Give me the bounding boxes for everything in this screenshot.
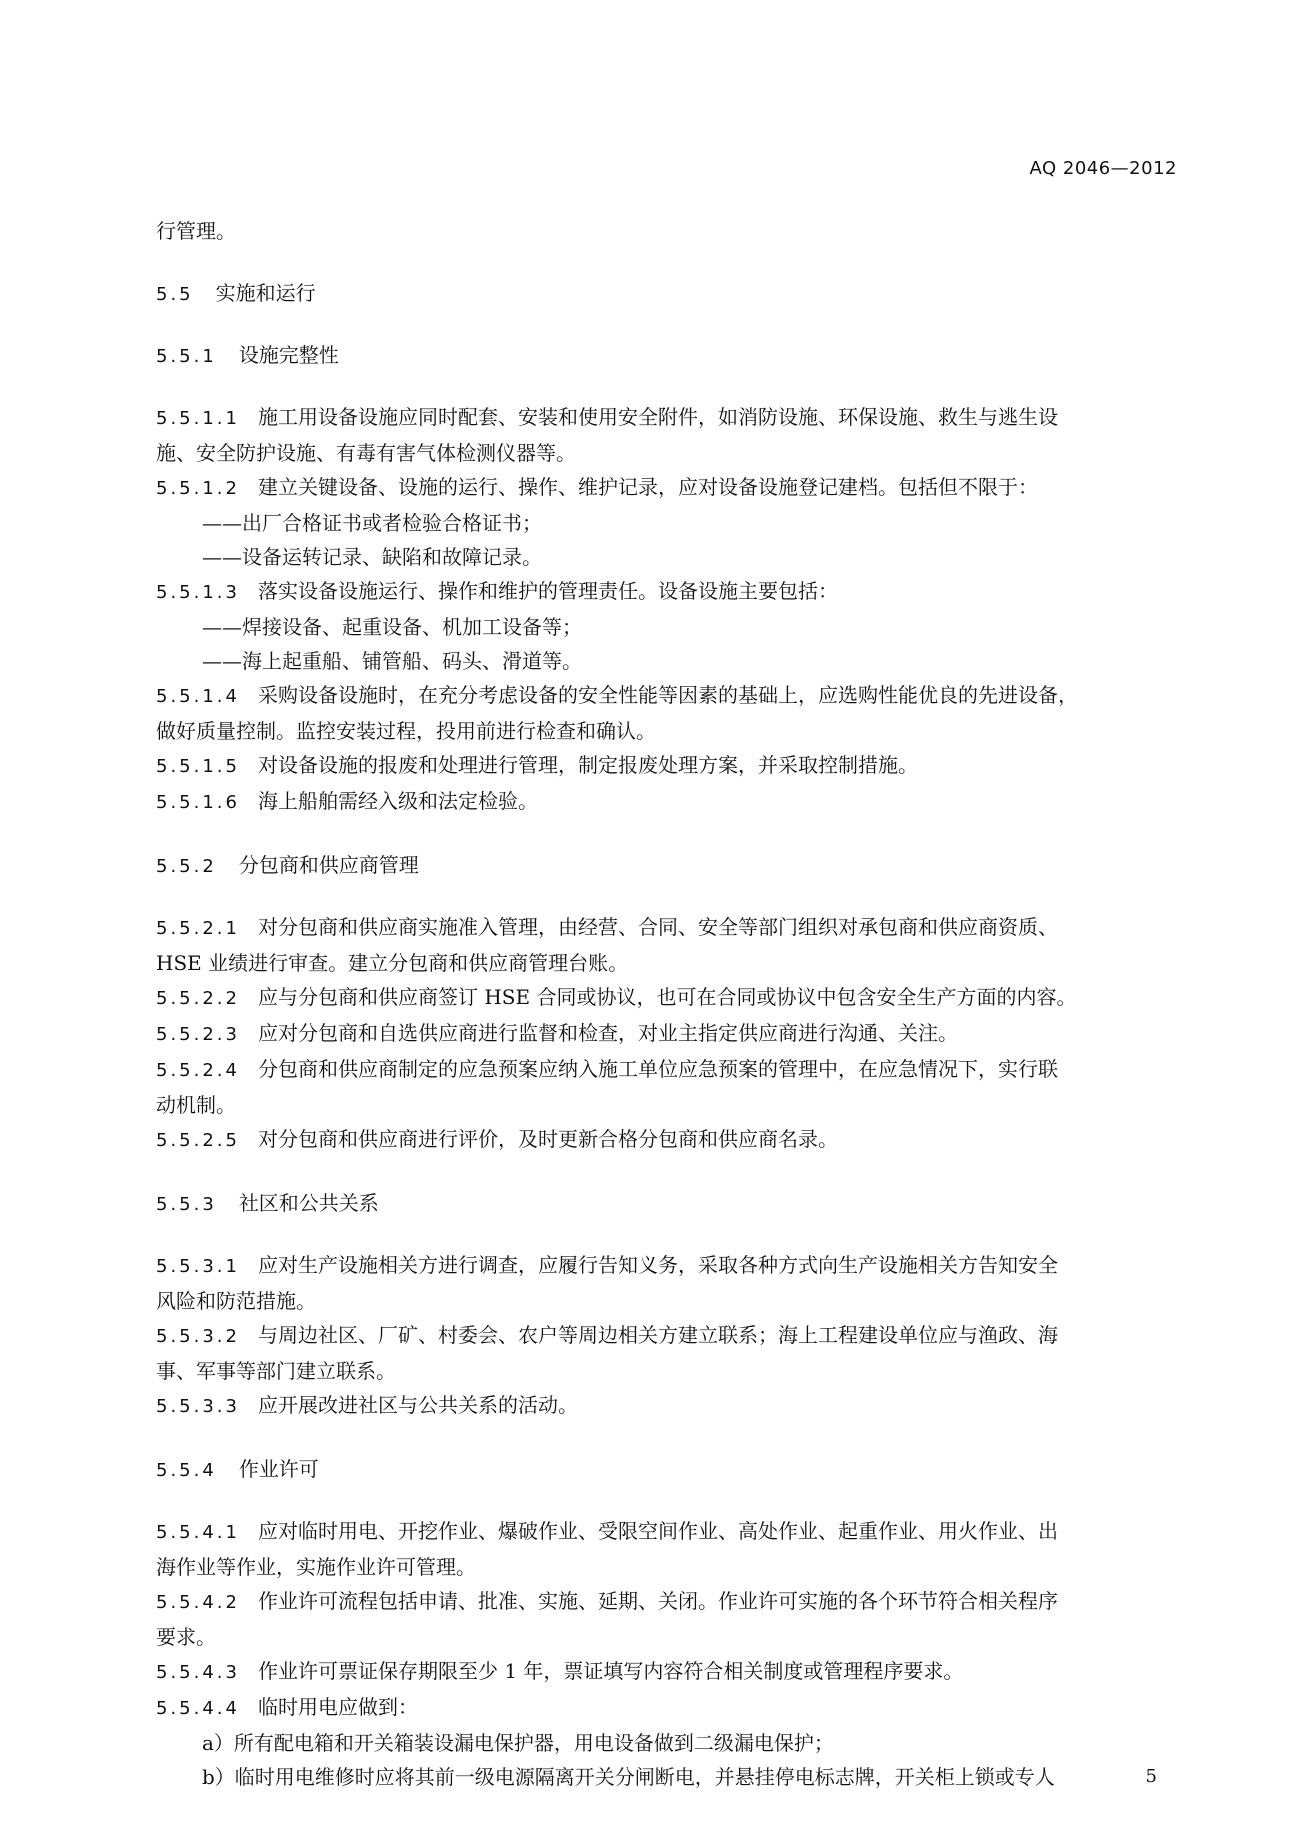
clause-text: 作业许可票证保存期限至少 1 年，票证填写内容符合相关制度或管理程序要求。	[257, 1659, 964, 1683]
clause-5-5-4-4	[156, 1690, 1166, 1794]
section-heading-5-5-2	[156, 848, 1166, 884]
clause-number: 5.5.3.3	[156, 1396, 240, 1417]
clause-5-5-2-5	[156, 1122, 1166, 1158]
section-title: 分包商和供应商管理	[238, 853, 419, 877]
clause-5-5-1-6	[156, 784, 1166, 820]
clause-text: 要求。	[156, 1625, 216, 1649]
clause-5-5-1-2	[156, 470, 1166, 574]
clause-5-5-2-1	[156, 910, 1166, 980]
clause-number: 5.5.1.6	[156, 792, 240, 813]
clause-text: 施、安全防护设施、有毒有害气体检测仪器等。	[156, 441, 576, 465]
section-heading-5-5-3	[156, 1186, 1166, 1222]
clause-number: 5.5.1.1	[156, 408, 240, 429]
section-number: 5.5.3	[156, 1194, 217, 1215]
clause-5-5-2-4	[156, 1052, 1166, 1122]
clause-text: 施工用设备设施应同时配套、安装和使用安全附件，如消防设施、环保设施、救生与逃生设	[257, 405, 1058, 429]
clause-text: 临时用电应做到：	[257, 1695, 418, 1719]
clause-number: 5.5.4.2	[156, 1592, 240, 1613]
clause-number: 5.5.2.3	[156, 1024, 240, 1045]
clause-text: 事、军事等部门建立联系。	[156, 1359, 396, 1383]
section-number: 5.5.2	[156, 856, 217, 877]
section-heading-5-5-4	[156, 1452, 1166, 1488]
clause-number: 5.5.1.2	[156, 478, 240, 499]
clause-5-5-4-1	[156, 1514, 1166, 1584]
section-number: 5.5	[156, 284, 194, 305]
dash-list-item: ——出厂合格证书或者检验合格证书；	[202, 511, 542, 535]
clause-text: 做好质量控制。监控安装过程，投用前进行检查和确认。	[156, 719, 656, 743]
clause-text: 对分包商和供应商实施准入管理，由经营、合同、安全等部门组织对承包商和供应商资质、	[257, 915, 1058, 939]
clause-text: 风险和防范措施。	[156, 1289, 316, 1313]
clause-number: 5.5.2.4	[156, 1060, 240, 1081]
clause-text: 应开展改进社区与公共关系的活动。	[257, 1393, 578, 1417]
sub-list-item: a）所有配电箱和开关箱装设漏电保护器，用电设备做到二级漏电保护；	[202, 1731, 834, 1755]
section-heading-5-5-1	[156, 338, 1166, 374]
dash-list-item: ——海上起重船、铺管船、码头、滑道等。	[202, 649, 582, 673]
dash-list-item: ——焊接设备、起重设备、机加工设备等；	[202, 615, 582, 639]
clause-text: 海作业等作业，实施作业许可管理。	[156, 1555, 476, 1579]
sub-list-item: b）临时用电维修时应将其前一级电源隔离开关分闸断电，并悬挂停电标志牌，开关柜上锁或专人	[202, 1765, 1055, 1789]
dash-list-item: ——设备运转记录、缺陷和故障记录。	[202, 545, 542, 569]
clause-text: 对分包商和供应商进行评价，及时更新合格分包商和供应商名录。	[257, 1127, 838, 1151]
clause-5-5-1-3	[156, 574, 1166, 678]
document-body	[156, 214, 1166, 1794]
clause-5-5-3-3	[156, 1388, 1166, 1424]
clause-text: 应对临时用电、开挖作业、爆破作业、受限空间作业、高处作业、起重作业、用火作业、出	[257, 1519, 1058, 1543]
clause-number: 5.5.1.4	[156, 686, 240, 707]
clause-5-5-1-4	[156, 678, 1166, 748]
clause-text: 与周边社区、厂矿、村委会、农户等周边相关方建立联系；海上工程建设单位应与渔政、海	[257, 1323, 1058, 1347]
clause-5-5-3-1	[156, 1248, 1166, 1318]
clause-number: 5.5.1.3	[156, 582, 240, 603]
clause-text: 建立关键设备、设施的运行、操作、维护记录，应对设备设施登记建档。包括但不限于：	[257, 475, 1038, 499]
clause-5-5-2-3	[156, 1016, 1166, 1052]
section-number: 5.5.1	[156, 346, 217, 367]
clause-number: 5.5.2.2	[156, 988, 240, 1009]
clause-number: 5.5.3.1	[156, 1256, 240, 1277]
clause-text: 应对分包商和自选供应商进行监督和检查，对业主指定供应商进行沟通、关注。	[257, 1021, 958, 1045]
clause-number: 5.5.2.5	[156, 1130, 240, 1151]
clause-number: 5.5.4.1	[156, 1522, 240, 1543]
page-number: 5	[1145, 1766, 1157, 1787]
section-title: 作业许可	[238, 1457, 319, 1481]
clause-text: 作业许可流程包括申请、批准、实施、延期、关闭。作业许可实施的各个环节符合相关程序	[257, 1589, 1058, 1613]
section-number: 5.5.4	[156, 1460, 217, 1481]
clause-text: 应对生产设施相关方进行调查，应履行告知义务，采取各种方式向生产设施相关方告知安全	[257, 1253, 1058, 1277]
paragraph-continuation: 行管理。	[156, 219, 236, 243]
section-title: 设施完整性	[238, 343, 339, 367]
standard-code: AQ 2046—2012	[1029, 158, 1177, 179]
section-title: 社区和公共关系	[238, 1191, 379, 1215]
clause-5-5-1-1	[156, 400, 1166, 470]
clause-text: 应与分包商和供应商签订 HSE 合同或协议，也可在合同或协议中包含安全生产方面的内容。	[257, 985, 1077, 1009]
clause-5-5-3-2	[156, 1318, 1166, 1388]
clause-text: 动机制。	[156, 1093, 236, 1117]
clause-5-5-1-5	[156, 748, 1166, 784]
clause-number: 5.5.3.2	[156, 1326, 240, 1347]
clause-number: 5.5.4.4	[156, 1698, 240, 1719]
clause-number: 5.5.1.5	[156, 756, 240, 777]
clause-text: 采购设备设施时，在充分考虑设备的安全性能等因素的基础上，应选购性能优良的先进设备，	[257, 683, 1078, 707]
clause-text: 对设备设施的报废和处理进行管理，制定报废处理方案，并采取控制措施。	[257, 753, 918, 777]
clause-text: 海上船舶需经入级和法定检验。	[257, 789, 538, 813]
clause-number: 5.5.2.1	[156, 918, 240, 939]
clause-text: 分包商和供应商制定的应急预案应纳入施工单位应急预案的管理中，在应急情况下，实行联	[257, 1057, 1058, 1081]
clause-number: 5.5.4.3	[156, 1662, 240, 1683]
clause-5-5-4-3	[156, 1654, 1166, 1690]
clause-5-5-4-2	[156, 1584, 1166, 1654]
clause-5-5-2-2	[156, 980, 1166, 1016]
section-heading-5-5	[156, 276, 1166, 312]
clause-text: 落实设备设施运行、操作和维护的管理责任。设备设施主要包括：	[257, 579, 838, 603]
clause-text: HSE 业绩进行审查。建立分包商和供应商管理台账。	[156, 951, 629, 975]
section-title: 实施和运行	[215, 281, 316, 305]
